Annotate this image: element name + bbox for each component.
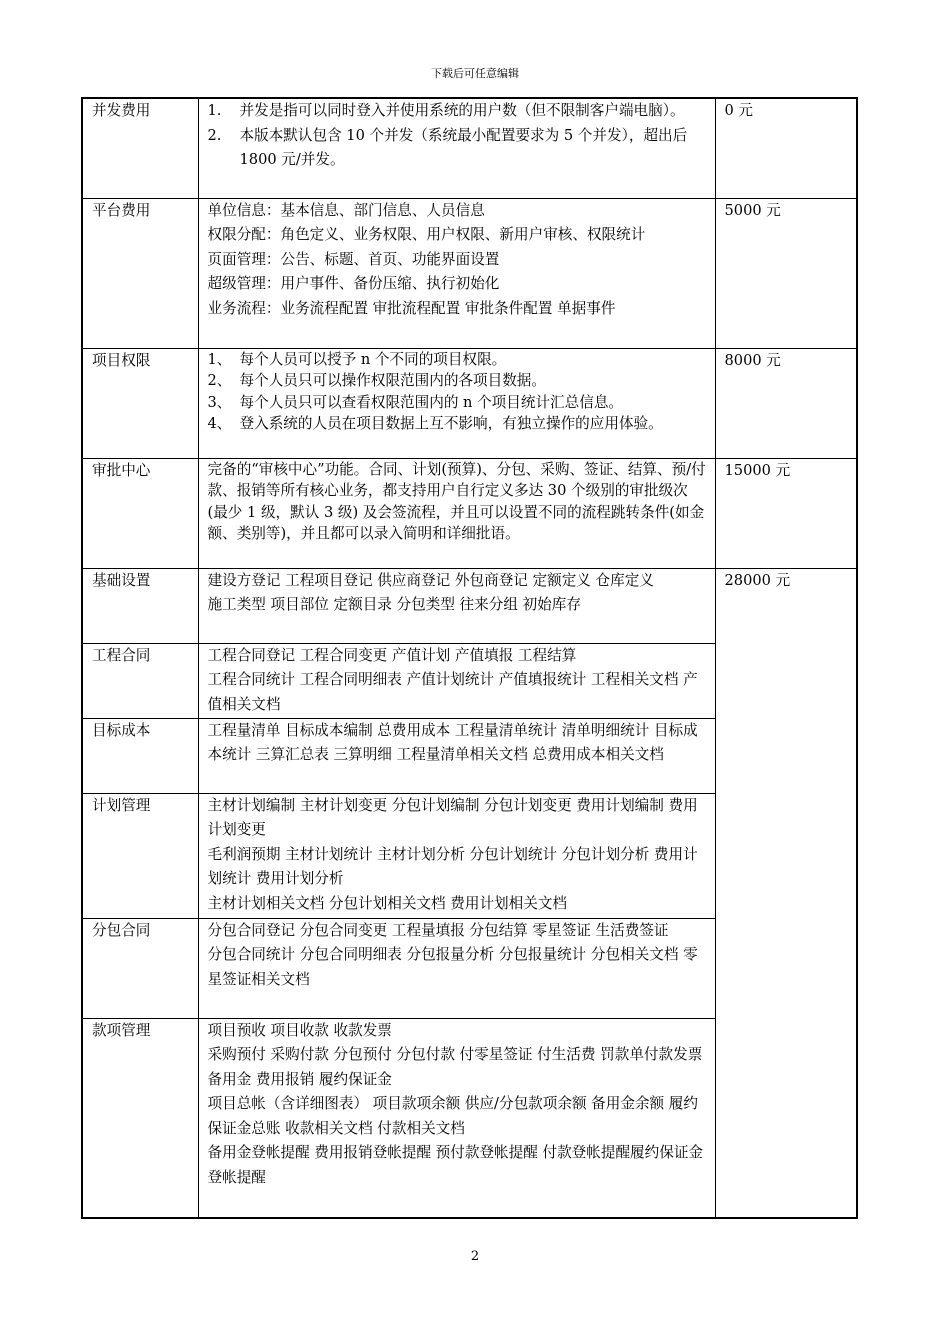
list-item: 3、 每个人员只可以查看权限范围内的 n 个项目统计汇总信息。 xyxy=(207,393,624,411)
row-label: 工程合同 xyxy=(82,643,198,718)
pricing-table xyxy=(81,97,858,1219)
row-content xyxy=(198,348,715,458)
content-line: 分包合同登记 分包合同变更 工程量填报 分包结算 零星签证 生活费签证 xyxy=(207,921,669,939)
row-price: 5000 元 xyxy=(715,198,857,348)
content-line: 完备的“审核中心”功能。合同、计划(预算)、分包、采购、签证、结算、预/付款、报销等所有核心业务，都支持用户自行定义多达 30 个级别的审批级次(最少 1 级，默认 3 级) 及会签流程，并且可以设置不同的流程跳转条件(如金额、类别等)，并且都可以录入简明和详细批语。 xyxy=(207,460,706,542)
content-line: 项目总帐（含详细图表） 项目款项余额 供应/分包款项余额 备用金余额 履约保证金总账 收款相关文档 付款相关文档 xyxy=(207,1095,698,1137)
content-line: 权限分配：角色定义、业务权限、用户权限、新用户审核、权限统计 xyxy=(207,226,646,243)
row-content xyxy=(198,98,715,198)
page-number: 2 xyxy=(470,1249,480,1264)
row-price: 8000 元 xyxy=(715,348,857,458)
row-label: 基础设置 xyxy=(82,568,198,643)
content-line: 备用金登帐提醒 费用报销登帐提醒 预付款登帐提醒 付款登帐提醒履约保证金登帐提醒 xyxy=(207,1144,704,1186)
list-item: 4、 登入系统的人员在项目数据上互不影响，有独立操作的应用体验。 xyxy=(207,415,663,432)
content-line: 主材计划编制 主材计划变更 分包计划编制 分包计划变更 费用计划编制 费用计划变更 xyxy=(207,796,698,838)
table-row xyxy=(82,568,857,643)
content-line: 页面管理：公告、标题、首页、功能界面设置 xyxy=(207,250,500,268)
row-content xyxy=(198,1018,715,1218)
list-item: 1、 每个人员可以授予 n 个不同的项目权限。 xyxy=(207,350,507,368)
content-line: 建设方登记 工程项目登记 供应商登记 外包商登记 定额定义 仓库定义 xyxy=(207,571,654,589)
row-price: 28000 元 xyxy=(715,568,857,1218)
row-label: 审批中心 xyxy=(82,458,198,568)
content-line: 工程量清单 目标成本编制 总费用成本 工程量清单统计 清单明细统计 目标成本统计 三算汇总表 三算明细 工程量清单相关文档 总费用成本相关文档 xyxy=(207,721,698,763)
list-item: 2. 本版本默认包含 10 个并发（系统最小配置要求为 5 个并发），超出后 1800 元/并发。 xyxy=(207,126,688,168)
row-label: 并发费用 xyxy=(82,98,198,198)
content-line: 备用金 费用报销 履约保证金 xyxy=(207,1070,392,1088)
row-content xyxy=(198,458,715,568)
content-line: 主材计划相关文档 分包计划相关文档 费用计划相关文档 xyxy=(207,894,568,912)
row-label: 平台费用 xyxy=(82,198,198,348)
content-line: 工程合同登记 工程合同变更 产值计划 产值填报 工程结算 xyxy=(207,646,577,664)
content-line: 毛利润预期 主材计划统计 主材计划分析 分包计划统计 分包计划分析 费用计划统计 费用计划分析 xyxy=(207,845,698,887)
content-line: 单位信息：基本信息、部门信息、人员信息 xyxy=(207,201,485,219)
row-content xyxy=(198,718,715,793)
row-label: 计划管理 xyxy=(82,793,198,918)
row-content xyxy=(198,568,715,643)
row-price: 0 元 xyxy=(715,98,857,198)
content-line: 施工类型 项目部位 定额目录 分包类型 往来分组 初始库存 xyxy=(207,596,581,613)
row-label: 项目权限 xyxy=(82,348,198,458)
row-content xyxy=(198,918,715,1018)
table-row xyxy=(82,348,857,458)
row-price: 15000 元 xyxy=(715,458,857,568)
content-line: 业务流程：业务流程配置 审批流程配置 审批条件配置 单据事件 xyxy=(207,299,616,317)
content-line: 分包合同统计 分包合同明细表 分包报量分析 分包报量统计 分包相关文档 零星签证相关文档 xyxy=(207,946,698,988)
row-label: 目标成本 xyxy=(82,718,198,793)
row-content xyxy=(198,198,715,348)
table-row xyxy=(82,198,857,348)
content-line: 工程合同统计 工程合同明细表 产值计划统计 产值填报统计 工程相关文档 产值相关文档 xyxy=(207,671,698,713)
content-line: 项目预收 项目收款 收款发票 xyxy=(207,1021,392,1039)
list-item: 2、 每个人员只可以操作权限范围内的各项目数据。 xyxy=(207,372,546,389)
content-line: 超级管理：用户事件、备份压缩、执行初始化 xyxy=(207,275,500,292)
list-item: 1. 并发是指可以同时登入并使用系统的用户数（但不限制客户端电脑）。 xyxy=(207,102,685,119)
row-content xyxy=(198,793,715,918)
row-label: 分包合同 xyxy=(82,918,198,1018)
row-label: 款项管理 xyxy=(82,1018,198,1218)
table-row xyxy=(82,98,857,198)
content-line: 采购预付 采购付款 分包预付 分包付款 付零星签证 付生活费 罚款单付款发票 xyxy=(207,1046,703,1063)
table-row xyxy=(82,458,857,568)
page-header: 下载后可任意编辑 xyxy=(431,67,519,80)
row-content xyxy=(198,643,715,718)
